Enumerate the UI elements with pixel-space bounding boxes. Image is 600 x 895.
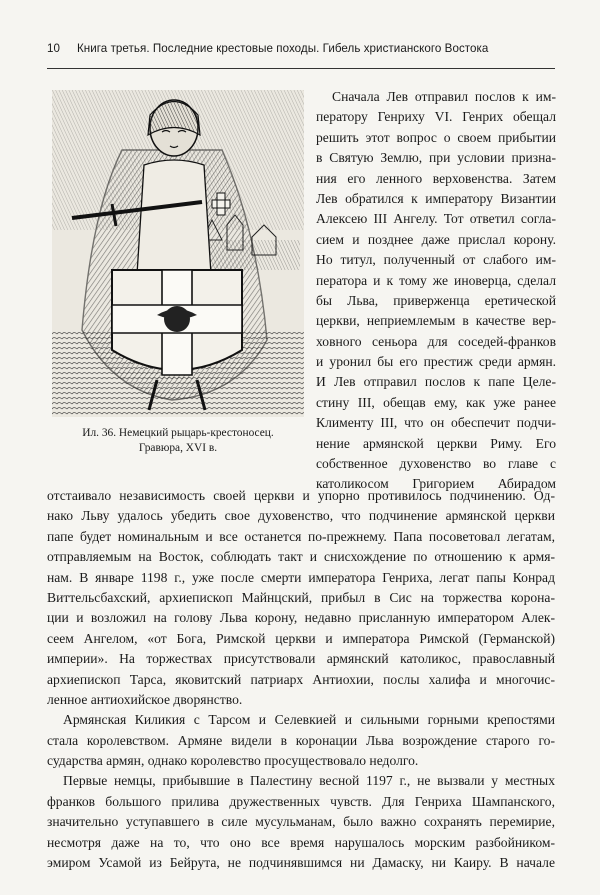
text-line: нако Льву удалось убедить свое духовенство, что подчинение армянской церкви: [47, 508, 555, 524]
text-line: в Святую Землю, при условии призна-: [316, 150, 556, 166]
text-line: Клименту III, что он обеспечит подчи-: [316, 415, 556, 431]
text-line: собственное духовенство во главе с: [316, 456, 556, 472]
engraving-illustration: [52, 90, 304, 417]
text-line: архиепископ Тарса, яковитский патриарх Антиохии, послы халифа и многочис-: [47, 671, 555, 687]
running-title: Книга третья. Последние крестовые походы. Гибель христианского Востока: [77, 42, 489, 55]
text-line: бы Льва, приверженца еретической: [316, 292, 556, 308]
text-line: Виттельсбахский, архиепископ Майнцский, прибыл в Сис на торжества корона-: [47, 589, 555, 605]
text-line: несмотря даже на то, что оно все время нарушалось морским разбойником-: [47, 834, 555, 850]
text-line: папе будет номинальным и все останется по-прежнему. Папа посоветовал легатам,: [47, 528, 555, 544]
knight-engraving-image: [52, 90, 304, 417]
caption-line: Гравюра, XVI в.: [138, 442, 218, 454]
text-line: ния его ленного верховенства. Затем: [316, 170, 556, 186]
text-line: Сначала Лев отправил послов к им-: [332, 89, 556, 104]
text-line: Лев обратился к императору Византии: [316, 190, 556, 206]
text-line: Алексею III Ангелу. Тот ответил согла-: [316, 211, 556, 227]
text-line: ции и возложил на голову Льва корону, недавно присланную императором Алек-: [47, 610, 555, 626]
text-line: империи». На торжествах присутствовали армянский католикос, православный: [47, 651, 555, 667]
text-line: отправляемым на Восток, соблюдать такт и снисхождение по отношению к армя-: [47, 549, 555, 565]
column-text: [316, 87, 556, 495]
caption-line: Ил. 36. Немецкий рыцарь-крестоносец.: [82, 427, 274, 439]
text-line: отстаивало независимость своей церкви и упорно противилось подчинению. Од-: [47, 488, 555, 503]
text-line: католикосом Григорием Абирадом: [316, 476, 556, 492]
text-line: сием и позднее даже прислал корону.: [316, 231, 556, 247]
header-rule: [47, 68, 555, 69]
text-line: Первые немцы, прибывшие в Палестину весной 1197 г., не вызвали у местных: [63, 773, 555, 789]
text-line: ховного сеньора для соседей-франков: [316, 333, 556, 349]
text-line: сударства армян, однако королевство просуществовало недолго.: [47, 753, 419, 769]
text-line: церкви, неприемлемым в качестве вер-: [316, 313, 556, 329]
running-header: [47, 42, 555, 55]
text-line: ператору Генриху VI. Генрих обещал: [316, 109, 556, 125]
text-line: и уронил бы его престиж среди армян.: [316, 354, 556, 370]
text-line: И Лев отправил послов к папе Целе-: [316, 374, 556, 390]
text-line: ператора и к тому же иноверца, сделал: [316, 272, 556, 288]
full-width-text: [47, 486, 555, 873]
text-line: нам. В январе 1198 г., уже после смерти императора Генриха, легат папы Конрад: [47, 569, 555, 585]
text-line: нение армянской церкви Риму. Его: [316, 435, 556, 451]
text-line: значительно уступавшего в силе мусульманам, было важно сохранять перемирие,: [47, 814, 555, 830]
text-line: Но титул, полученный от слабого им-: [316, 252, 556, 268]
text-line: Армянская Киликия с Тарсом и Селевкией и сильными горными крепостями: [63, 712, 555, 728]
page-number: 10: [47, 42, 60, 55]
text-line: эмиром Усамой из Бейрута, не подчинявшимся ни Дамаску, ни Каиру. В начале: [47, 855, 555, 871]
text-line: франков большого прилива дружественных чувств. Для Генриха Шампанского,: [47, 793, 555, 809]
text-line: ленное антиохийское дворянство.: [47, 691, 243, 707]
text-line: сеем Ангелом, «от Бога, Римской церкви и императора Римской (Германской): [47, 630, 555, 646]
text-line: стину III, обещав ему, как уже ранее: [316, 394, 556, 410]
figure-caption: [52, 426, 304, 456]
text-line: решить этот вопрос о своем прибытии: [316, 129, 556, 145]
text-line: стала королевством. Армяне видели в коронации Льва возрождение старого го-: [47, 732, 555, 748]
